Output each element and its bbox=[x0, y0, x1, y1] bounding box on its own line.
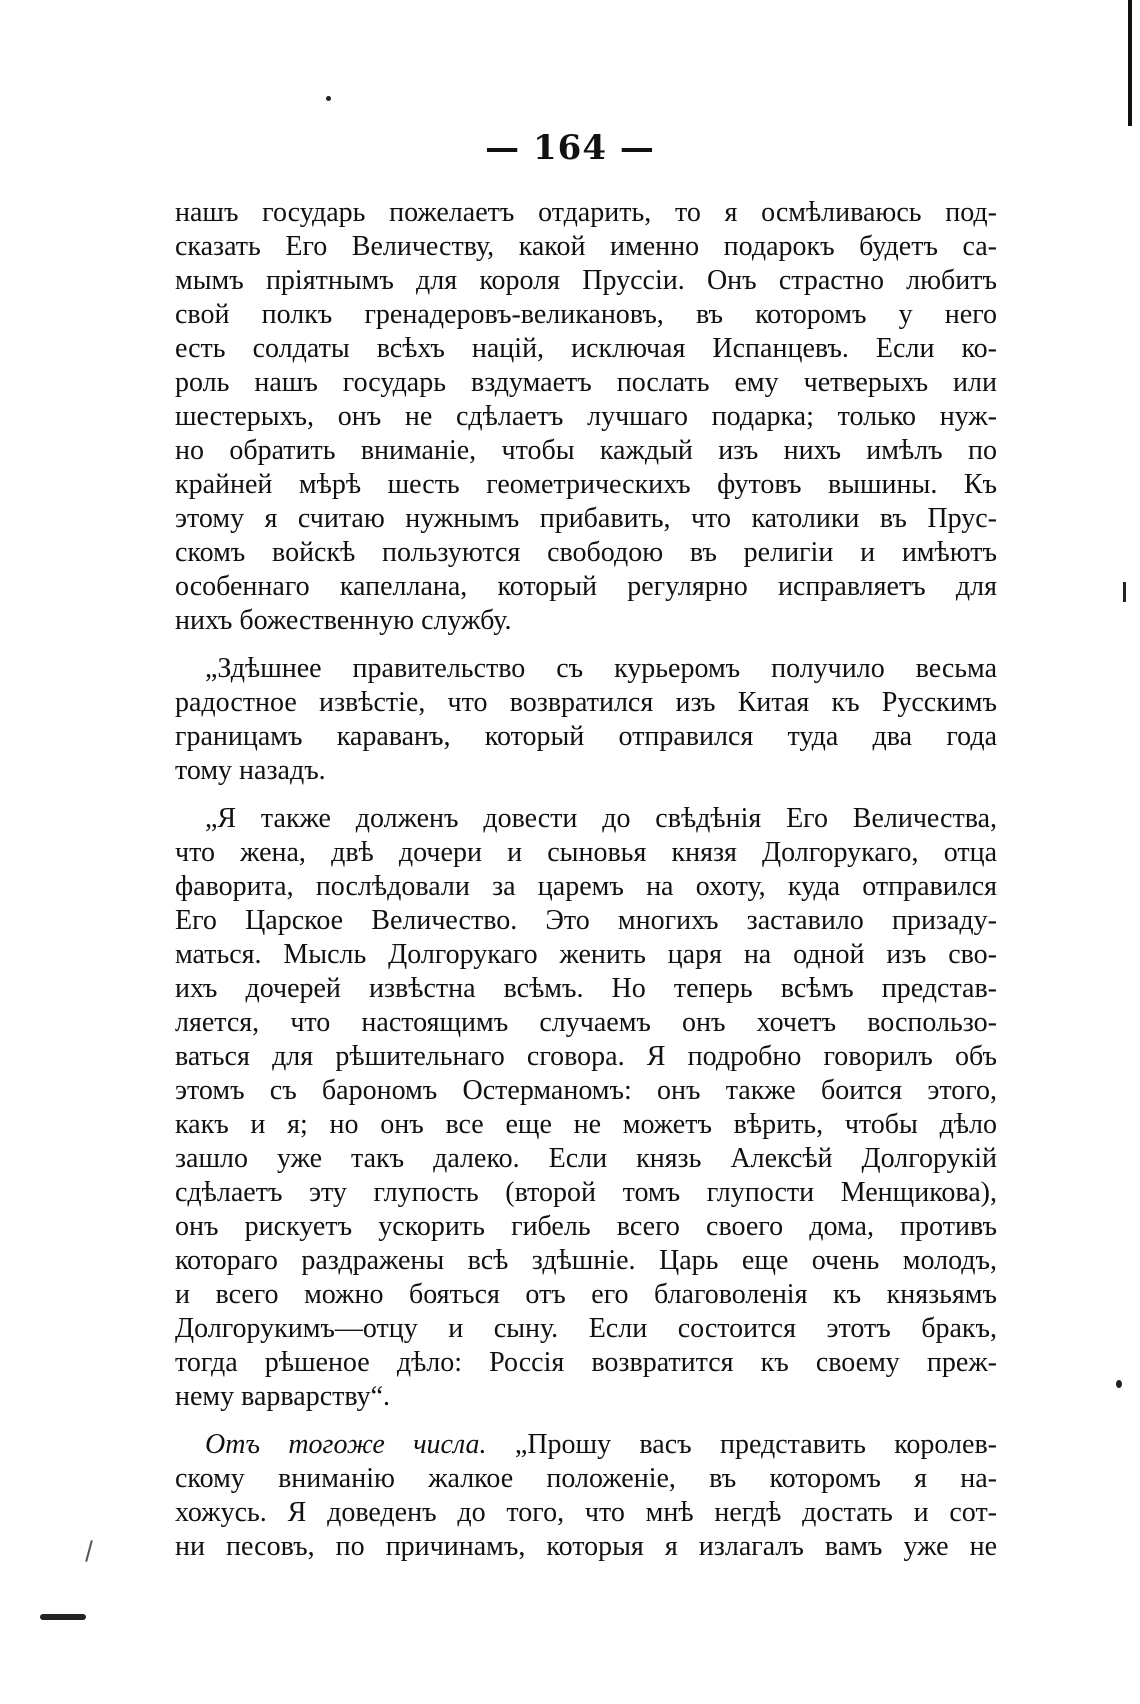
text-line: „Я также долженъ довести до свѣдѣнія Его Величества, bbox=[205, 803, 997, 834]
text-line: шестерыхъ, онъ не сдѣлаетъ лучшаго подарка; только нуж- bbox=[175, 401, 997, 432]
text-line: скомъ войскѣ пользуются свободою въ религіи и имѣютъ bbox=[175, 537, 997, 568]
scan-mark bbox=[85, 1540, 93, 1562]
text-line: но обратить вниманіе, чтобы каждый изъ нихъ имѣлъ по bbox=[175, 435, 997, 466]
scan-smudge bbox=[40, 1614, 86, 1620]
scan-edge-mark bbox=[1123, 582, 1126, 602]
paragraph bbox=[175, 652, 997, 788]
text-line bbox=[175, 1428, 997, 1462]
text-line: нашъ государь пожелаетъ отдарить, то я осмѣливаюсь под- bbox=[175, 197, 997, 228]
text-line: онъ рискуетъ ускорить гибель всего своего дома, противъ bbox=[175, 1211, 997, 1242]
text-line: Долгорукимъ—отцу и сыну. Если состоится этотъ бракъ, bbox=[175, 1313, 997, 1344]
text-line: какъ и я; но онъ все еще не можетъ вѣрить, чтобы дѣло bbox=[175, 1109, 997, 1140]
text-line: сказать Его Величеству, какой именно подарокъ будетъ са- bbox=[175, 231, 997, 262]
text-line: особеннаго капеллана, который регулярно исправляетъ для bbox=[175, 571, 997, 602]
text-line: Его Царское Величество. Это многихъ заставило призаду- bbox=[175, 905, 997, 936]
text-line: свой полкъ гренадеровъ-великановъ, въ которомъ у него bbox=[175, 299, 997, 330]
paragraph bbox=[175, 196, 997, 638]
text-line: ваться для рѣшительнаго сговора. Я подробно говорилъ объ bbox=[175, 1041, 997, 1072]
text-line: что жена, двѣ дочери и сыновья князя Долгорукаго, отца bbox=[175, 837, 997, 868]
text-line: есть солдаты всѣхъ націй, исключая Испанцевъ. Если ко- bbox=[175, 333, 997, 364]
paragraph-gap bbox=[175, 788, 997, 802]
page-number: — 164 — bbox=[485, 128, 655, 168]
text-line: этому я считаю нужнымъ прибавить, что католики въ Прус- bbox=[175, 503, 997, 534]
text-line: тогда рѣшеное дѣло: Россія возвратится къ своему преж- bbox=[175, 1347, 997, 1378]
paragraph bbox=[175, 1428, 997, 1564]
scan-speck bbox=[326, 96, 331, 101]
scan-speck bbox=[1116, 1380, 1122, 1388]
text-line: котораго раздражены всѣ здѣшніе. Царь еще очень молодъ, bbox=[175, 1245, 997, 1276]
paragraph bbox=[175, 802, 997, 1414]
text-line: этомъ съ барономъ Остерманомъ: онъ также боится этого, bbox=[175, 1075, 997, 1106]
text-line: фаворита, послѣдовали за царемъ на охоту, куда отправился bbox=[175, 871, 997, 902]
text-line: мымъ пріятнымъ для короля Пруссіи. Онъ страстно любитъ bbox=[175, 265, 997, 296]
text-fragment: „Прошу васъ представить королев- bbox=[486, 1429, 997, 1460]
body-text bbox=[175, 196, 997, 1564]
text-line: „Здѣшнее правительство съ курьеромъ получило весьма bbox=[205, 653, 997, 684]
text-line: хожусь. Я доведенъ до того, что мнѣ негдѣ достать и сот- bbox=[175, 1497, 997, 1528]
text-line: зашло уже такъ далеко. Если князь Алексѣй Долгорукій bbox=[175, 1143, 997, 1174]
text-line: и всего можно бояться отъ его благоволенія къ князьямъ bbox=[175, 1279, 997, 1310]
text-line: ихъ дочерей извѣстна всѣмъ. Но теперь всѣмъ представ- bbox=[175, 973, 997, 1004]
text-line: ляется, что настоящимъ случаемъ онъ хочетъ воспользо- bbox=[175, 1007, 997, 1038]
text-line: границамъ караванъ, который отправился туда два года bbox=[175, 721, 997, 752]
text-line: тому назадъ. bbox=[175, 755, 326, 786]
date-reference: Отъ тогоже числа. bbox=[205, 1429, 487, 1460]
text-line: радостное извѣстіе, что возвратился изъ Китая къ Русскимъ bbox=[175, 687, 997, 718]
paragraph-gap bbox=[175, 1414, 997, 1428]
text-line: скому вниманію жалкое положеніе, въ которомъ я на- bbox=[175, 1463, 997, 1494]
text-line: маться. Мысль Долгорукаго женить царя на одной изъ сво- bbox=[175, 939, 997, 970]
text-line: нихъ божественную службу. bbox=[175, 605, 512, 636]
scan-edge-line bbox=[1128, 0, 1132, 126]
text-line: роль нашъ государь вздумаетъ послать ему четверыхъ или bbox=[175, 367, 997, 398]
text-line: сдѣлаетъ эту глупость (второй томъ глупости Менщикова), bbox=[175, 1177, 997, 1208]
text-line: нему варварству“. bbox=[175, 1381, 391, 1412]
text-line: ни песовъ, по причинамъ, которыя я излагалъ вамъ уже не bbox=[175, 1531, 997, 1562]
text-line: крайней мѣрѣ шесть геометрическихъ футовъ вышины. Къ bbox=[175, 469, 997, 500]
paragraph-gap bbox=[175, 638, 997, 652]
